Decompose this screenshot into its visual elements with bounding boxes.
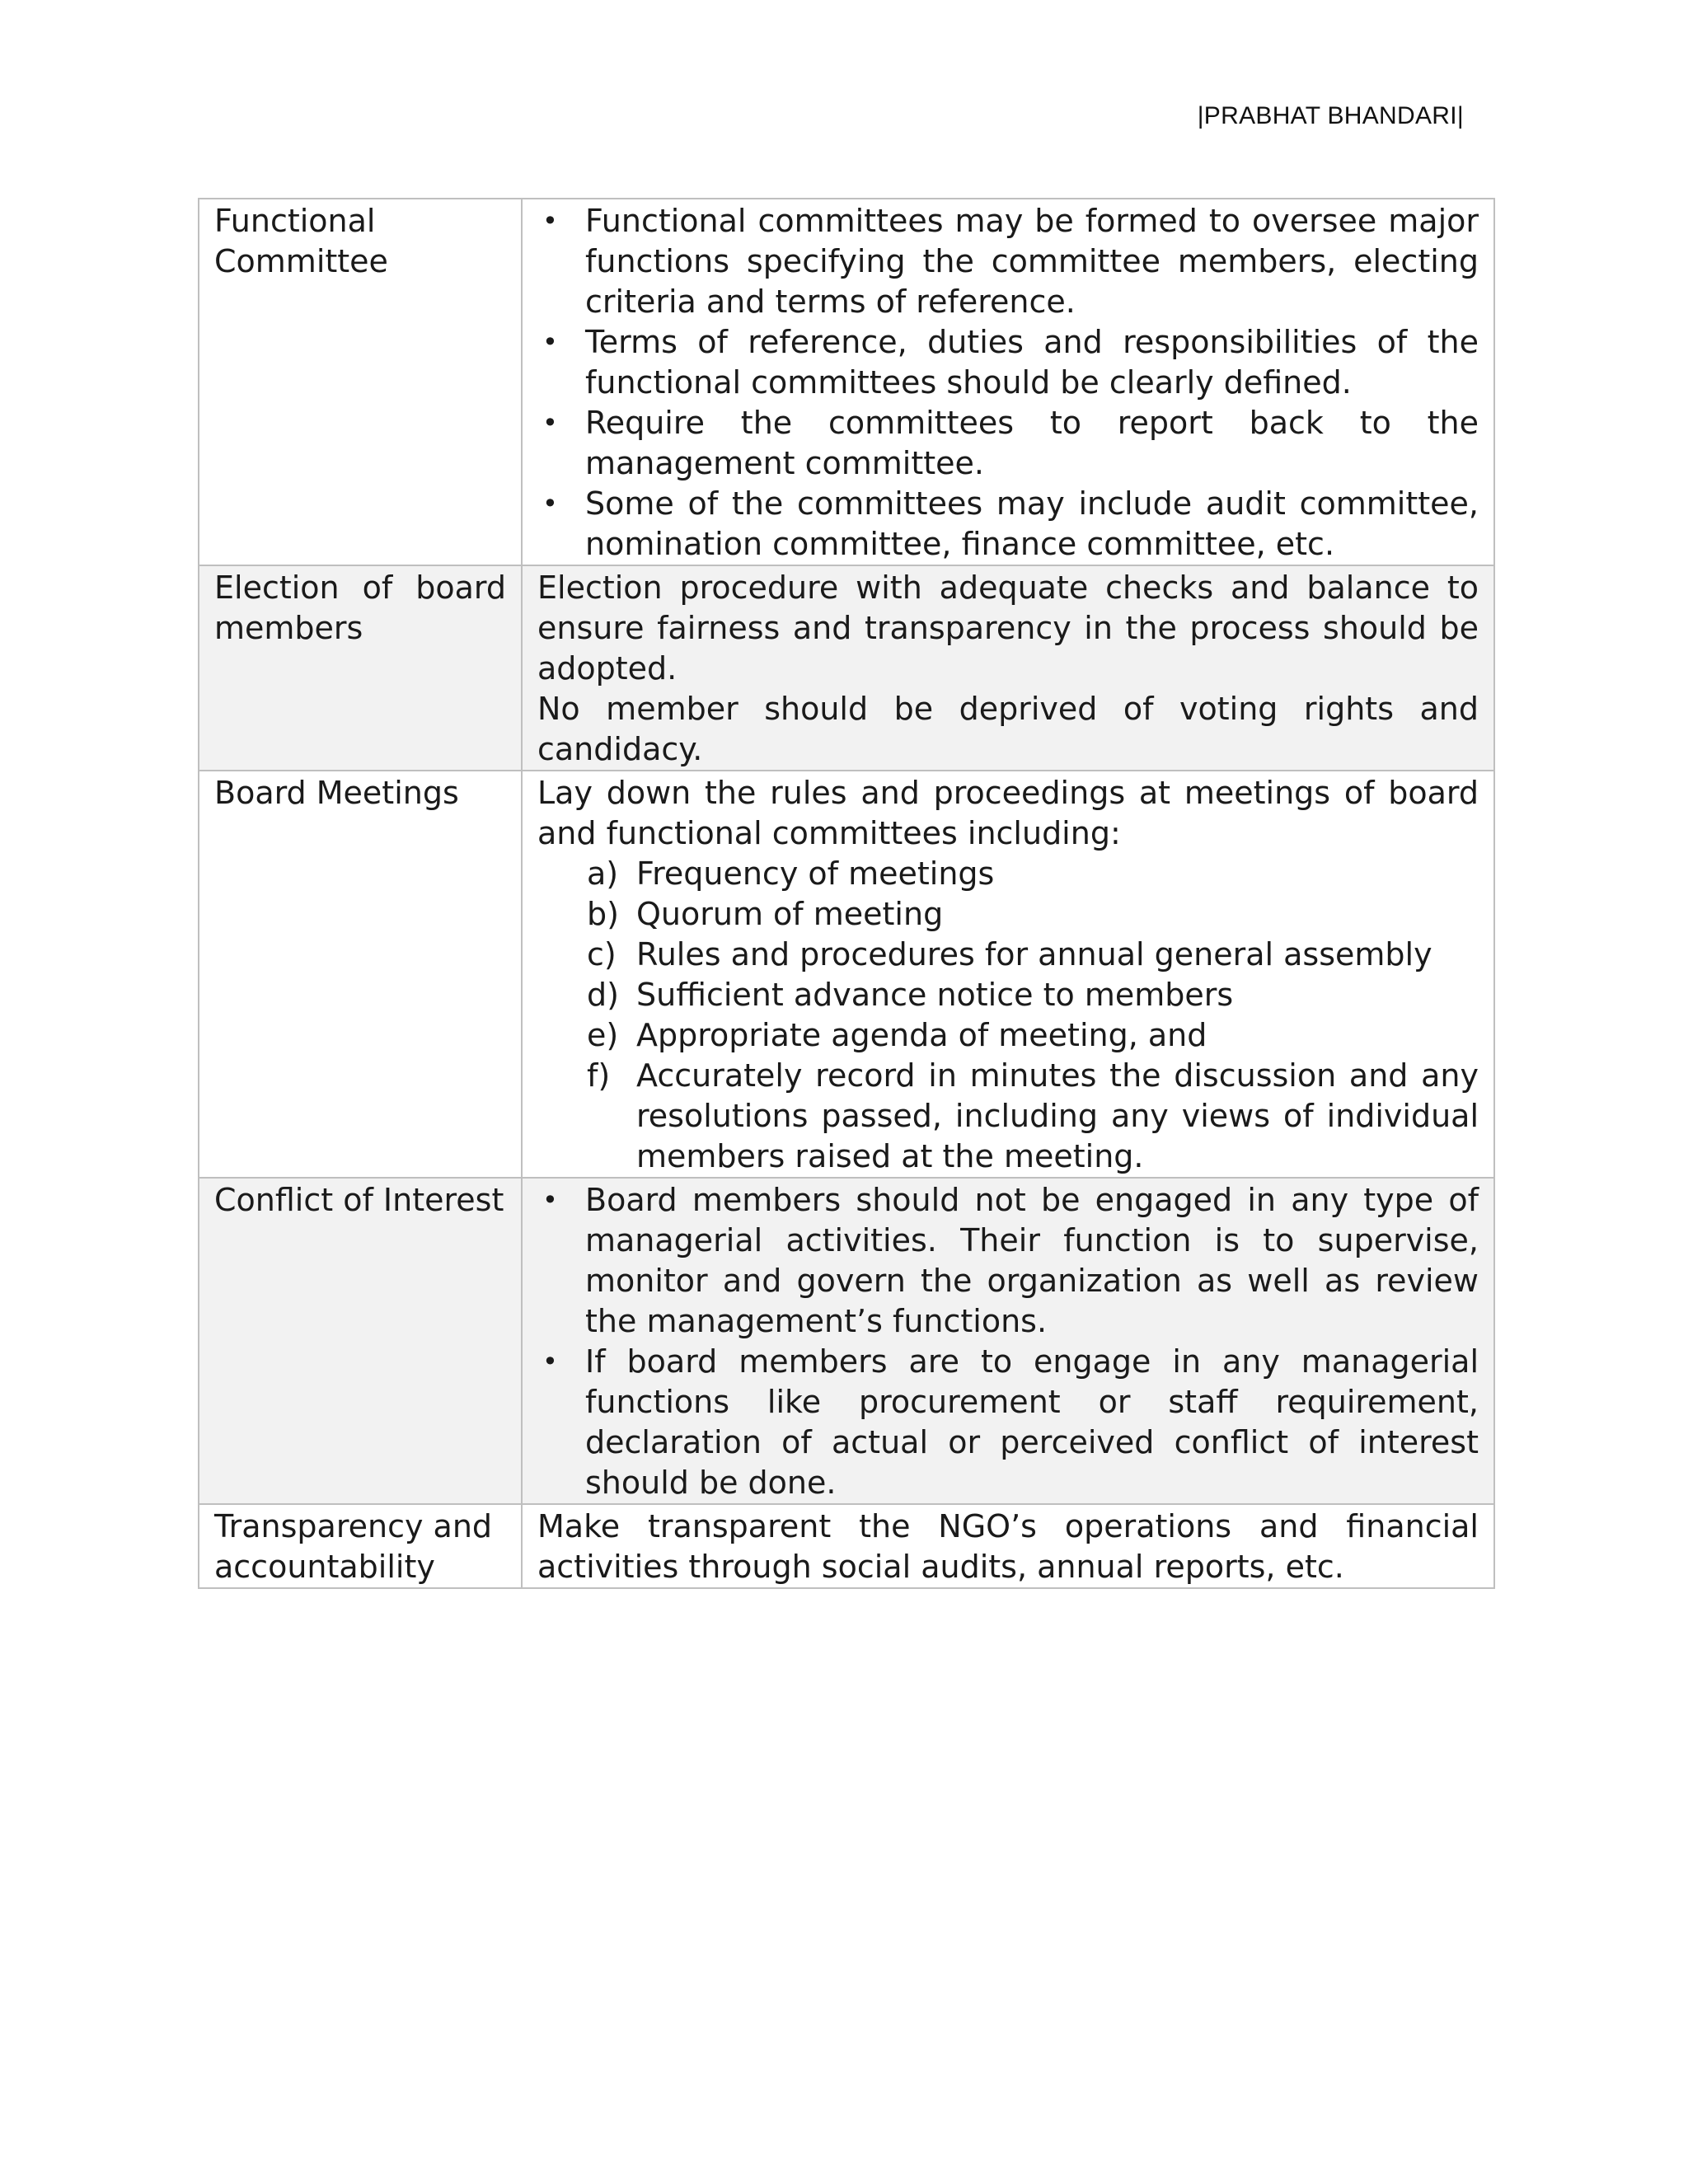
list-item-text: If board members are to engage in any managerial functions like procurement or staff requirement, declaration of actual or perceived conflict of interest should be done. [585, 1343, 1479, 1501]
lettered-list [537, 854, 1479, 1177]
row-term: Transparency and accountability [199, 1504, 522, 1588]
bullet-icon: • [542, 488, 558, 519]
list-item [537, 1015, 1479, 1056]
list-item-text: Some of the committees may include audit committee, nomination committee, finance committee, etc. [585, 485, 1479, 562]
list-item [537, 894, 1479, 935]
table-row [199, 565, 1494, 771]
bullet-list [537, 1180, 1479, 1503]
list-item [537, 322, 1479, 403]
row-description [522, 199, 1494, 565]
table-row [199, 199, 1494, 565]
list-item-text: Accurately record in minutes the discussion and any resolutions passed, including any views of individual members raised at the meeting. [636, 1057, 1479, 1174]
table-row [199, 771, 1494, 1178]
list-item [537, 1180, 1479, 1342]
list-item-text: Board members should not be engaged in any type of managerial activities. Their function is to supervise, monitor and govern the organization as well as review the management’s functions. [585, 1182, 1479, 1339]
list-item-text: Functional committees may be formed to oversee major functions specifying the committee members, electing criteria and terms of reference. [585, 203, 1479, 320]
list-item [537, 935, 1479, 975]
list-item-text: Rules and procedures for annual general assembly [636, 936, 1432, 972]
row-description [522, 1178, 1494, 1504]
list-marker: a) [587, 855, 619, 892]
row-term: Conflict of Interest [199, 1178, 522, 1504]
list-item-text: Frequency of meetings [636, 855, 995, 892]
list-marker: b) [587, 896, 619, 932]
list-item-text: Appropriate agenda of meeting, and [636, 1017, 1207, 1053]
bullet-icon: • [542, 1184, 558, 1216]
list-item-text: Quorum of meeting [636, 896, 944, 932]
row-description [522, 771, 1494, 1178]
row-description [522, 565, 1494, 771]
bullet-list [537, 201, 1479, 565]
list-item [537, 201, 1479, 322]
list-item [537, 403, 1479, 484]
list-item [537, 484, 1479, 565]
paragraph: No member should be deprived of voting rights and candidacy. [537, 691, 1479, 767]
bullet-icon: • [542, 205, 558, 237]
list-item-text: Terms of reference, duties and responsibilities of the functional committees should be clearly defined. [585, 324, 1479, 401]
row-description [522, 1504, 1494, 1588]
paragraph: Election procedure with adequate checks and balance to ensure fairness and transparency in the process should be adopted. [537, 569, 1479, 687]
paragraph: Make transparent the NGO’s operations and financial activities through social audits, annual reports, etc. [537, 1508, 1479, 1585]
bullet-icon: • [542, 407, 558, 438]
list-marker: c) [587, 936, 617, 972]
table-row [199, 1504, 1494, 1588]
table-row [199, 1178, 1494, 1504]
row-term: Election of board members [199, 565, 522, 771]
list-item [537, 1056, 1479, 1177]
list-marker: e) [587, 1017, 619, 1053]
row-term: Functional Committee [199, 199, 522, 565]
list-marker: d) [587, 977, 619, 1013]
page-header: |PRABHAT BHANDARI| [1197, 102, 1464, 129]
governance-table [198, 198, 1495, 1589]
list-item-text: Sufficient advance notice to members [636, 977, 1234, 1013]
bullet-icon: • [542, 326, 558, 358]
list-item-text: Require the committees to report back to the management committee. [585, 405, 1479, 481]
bullet-icon: • [542, 1346, 558, 1377]
list-item [537, 854, 1479, 894]
list-item [537, 1342, 1479, 1503]
row-term: Board Meetings [199, 771, 522, 1178]
paragraph: Lay down the rules and proceedings at meetings of board and functional committees including: [537, 775, 1479, 851]
list-item [537, 975, 1479, 1015]
list-marker: f) [587, 1057, 611, 1094]
